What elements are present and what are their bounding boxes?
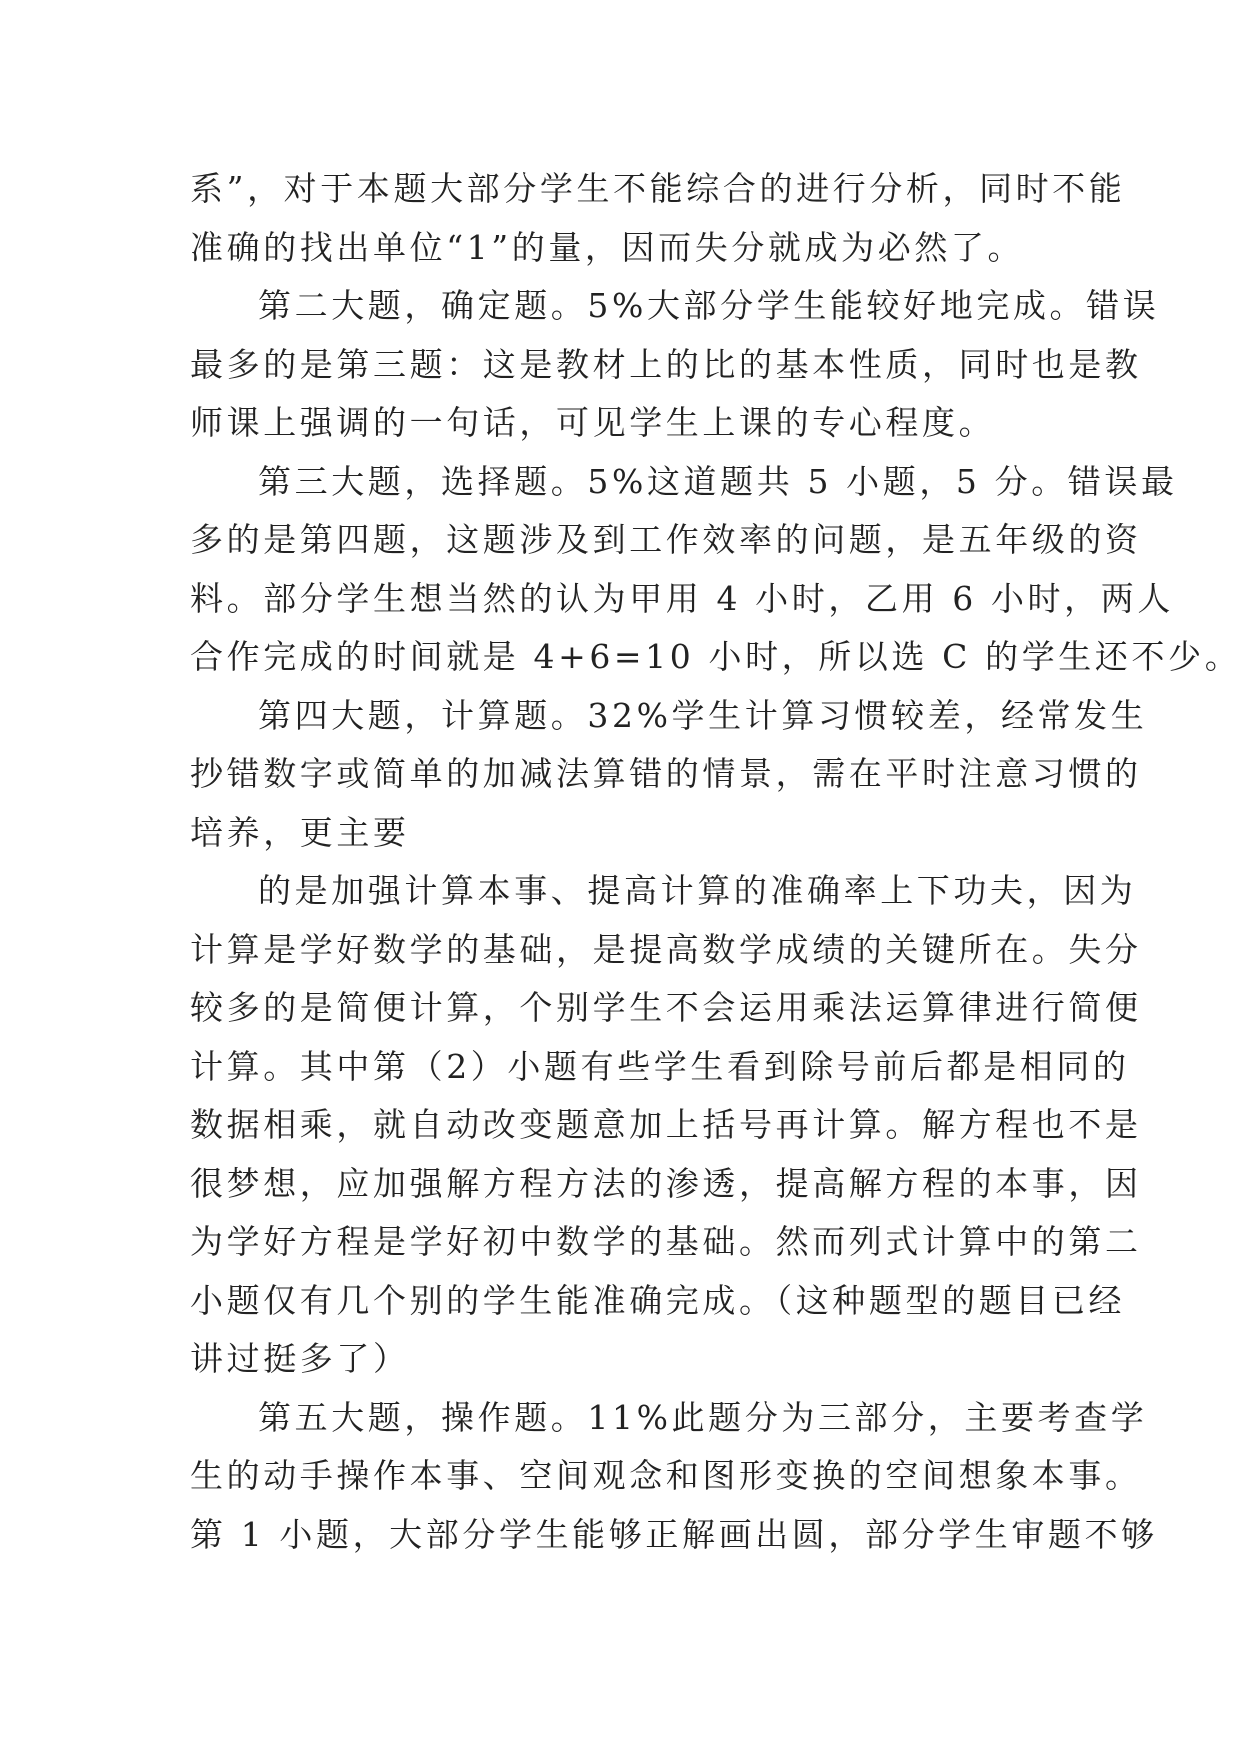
text-line: 师课上强调的一句话，可见学生上课的专心程度。 bbox=[190, 403, 996, 442]
text-line: 准确的找出单位“1”的量，因而失分就成为必然了。 bbox=[190, 227, 1025, 267]
text-line: 第二大题，确定题。5%大部分学生能较好地完成。错误 bbox=[258, 286, 1160, 325]
text-line: 计算。其中第（2）小题有些学生看到除号前后都是相同的 bbox=[190, 1046, 1130, 1086]
text-line: 很梦想，应加强解方程方法的渗透，提高解方程的本事，因 bbox=[190, 1163, 1142, 1203]
text-line: 第五大题，操作题。11%此题分为三部分，主要考查学 bbox=[258, 1397, 1148, 1437]
text-line: 较多的是简便计算，个别学生不会运用乘法运算律进行简便 bbox=[190, 988, 1142, 1027]
text-line: 小题仅有几个别的学生能准确完成。（这种题型的题目已经 bbox=[190, 1280, 1126, 1320]
text-line: 讲过挺多了） bbox=[190, 1339, 410, 1378]
text-line: 第四大题，计算题。32%学生计算习惯较差，经常发生 bbox=[258, 695, 1148, 735]
text-line: 抄错数字或简单的加减法算错的情景，需在平时注意习惯的 bbox=[190, 754, 1142, 793]
text-line: 第三大题，选择题。5%这道题共 5 小题，5 分。错误最 bbox=[258, 461, 1178, 501]
text-line: 生的动手操作本事、空间观念和图形变换的空间想象本事。 bbox=[190, 1456, 1142, 1495]
text-line: 的是加强计算本事、提高计算的准确率上下功夫，因为 bbox=[258, 871, 1137, 910]
text-line: 为学好方程是学好初中数学的基础。然而列式计算中的第二 bbox=[190, 1222, 1142, 1261]
body-text bbox=[190, 160, 1241, 1564]
text-line: 第 1 小题，大部分学生能够正解画出圆，部分学生审题不够 bbox=[190, 1514, 1158, 1554]
text-line: 计算是学好数学的基础，是提高数学成绩的关键所在。失分 bbox=[190, 929, 1142, 969]
text-line: 料。部分学生想当然的认为甲用 4 小时，乙用 6 小时，两人 bbox=[190, 578, 1174, 618]
text-line: 最多的是第三题：这是教材上的比的基本性质，同时也是教 bbox=[190, 344, 1142, 384]
text-line: 数据相乘，就自动改变题意加上括号再计算。解方程也不是 bbox=[190, 1105, 1142, 1144]
text-line: 系”，对于本题大部分学生不能综合的进行分析，同时不能 bbox=[190, 169, 1126, 208]
text-line: 合作完成的时间就是 4+6=10 小时，所以选 C 的学生还不少。 bbox=[190, 637, 1241, 676]
text-line: 多的是第四题，这题涉及到工作效率的问题，是五年级的资 bbox=[190, 520, 1142, 559]
text-line: 培养，更主要 bbox=[190, 812, 410, 852]
